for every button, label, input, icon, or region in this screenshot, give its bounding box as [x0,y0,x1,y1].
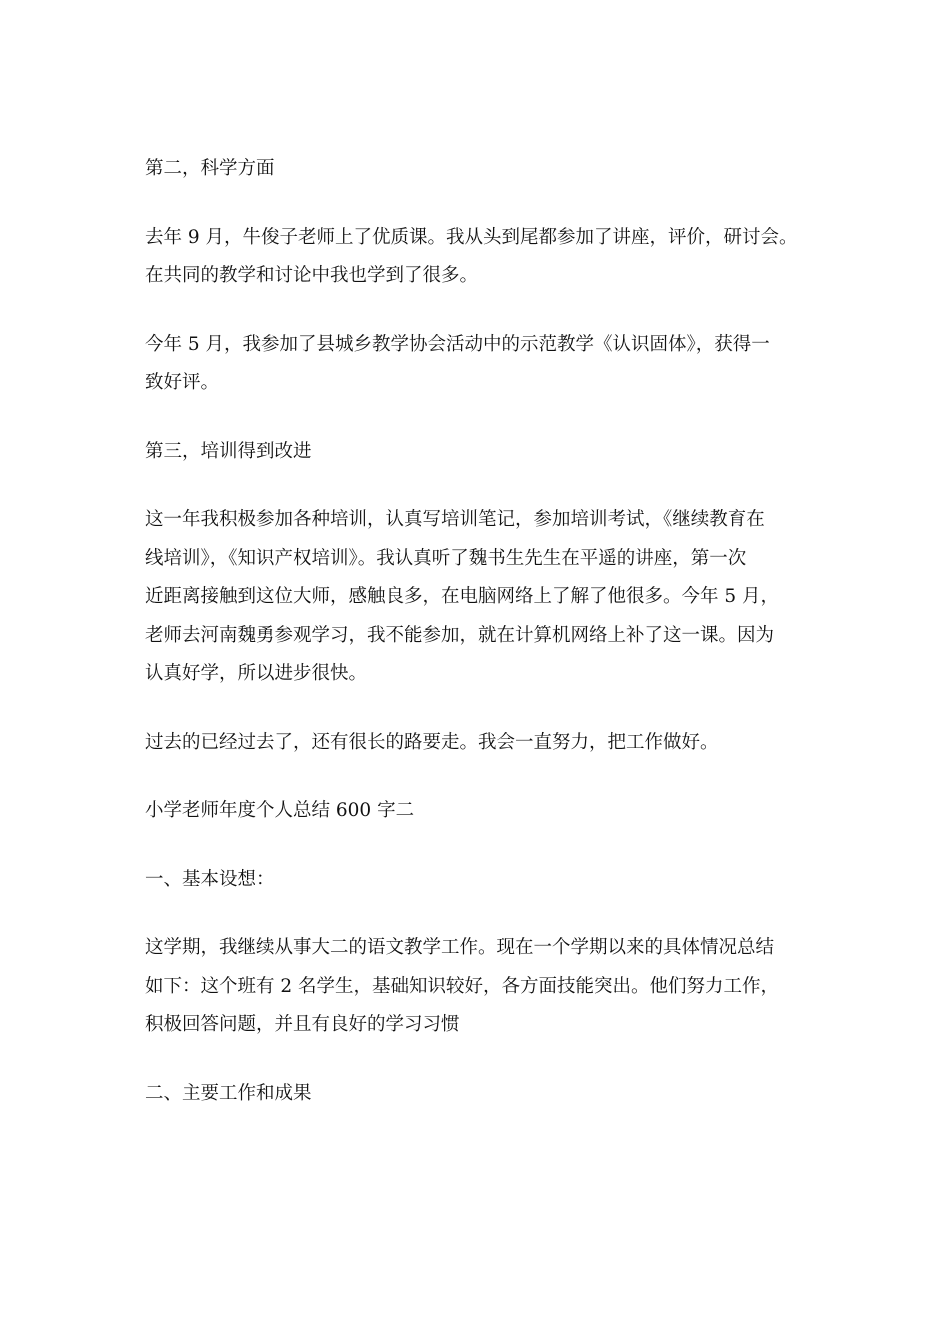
text-line: 这一年我积极参加各种培训，认真写培训笔记，参加培训考试，《继续教育在 [145,509,765,530]
document-body [145,150,810,1143]
text-line: 积极回答问题，并且有良好的学习习惯 [145,1014,460,1035]
text-line: 第三，培训得到改进 [145,440,312,462]
text-line: 如下：这个班有 2 名学生，基础知识较好，各方面技能突出。他们努力工作， [145,975,780,997]
text-line: 致好评。 [145,372,220,393]
text-line: 今年 5 月，我参加了县城乡教学协会活动中的示范教学《认识固体》，获得一 [145,333,770,355]
paragraph [145,929,810,1045]
text-line: 一、基本设想： [145,868,275,890]
text-line: 认真好学，所以进步很快。 [145,663,368,684]
paragraph [145,326,810,403]
section-heading [145,861,810,900]
section-heading [145,150,810,189]
text-line: 线培训》，《知识产权培训》。我认真听了魏书生先生在平遥的讲座，第一次 [145,547,747,569]
text-line: 过去的已经过去了，还有很长的路要走。我会一直努力，把工作做好。 [145,731,719,753]
text-line: 第二，科学方面 [145,158,275,179]
text-line: 在共同的教学和讨论中我也学到了很多。 [145,265,479,286]
text-line: 去年 9 月，牛俊子老师上了优质课。我从头到尾都参加了讲座，评价，研讨会。 [145,226,798,248]
section-heading [145,1075,810,1114]
text-line: 老师去河南魏勇参观学习，我不能参加，就在计算机网络上补了这一课。因为 [145,624,775,646]
paragraph [145,501,810,694]
paragraph [145,724,810,763]
text-line: 二、主要工作和成果 [145,1082,312,1104]
text-line: 近距离接触到这位大师，感触良多，在电脑网络上了解了他很多。今年 5 月， [145,586,780,607]
text-line: 这学期，我继续从事大二的语文教学工作。现在一个学期以来的具体情况总结 [145,937,775,958]
paragraph [145,219,810,296]
text-line: 小学老师年度个人总结 600 字二 [145,800,415,821]
document-subtitle [145,792,810,831]
section-heading [145,433,810,472]
